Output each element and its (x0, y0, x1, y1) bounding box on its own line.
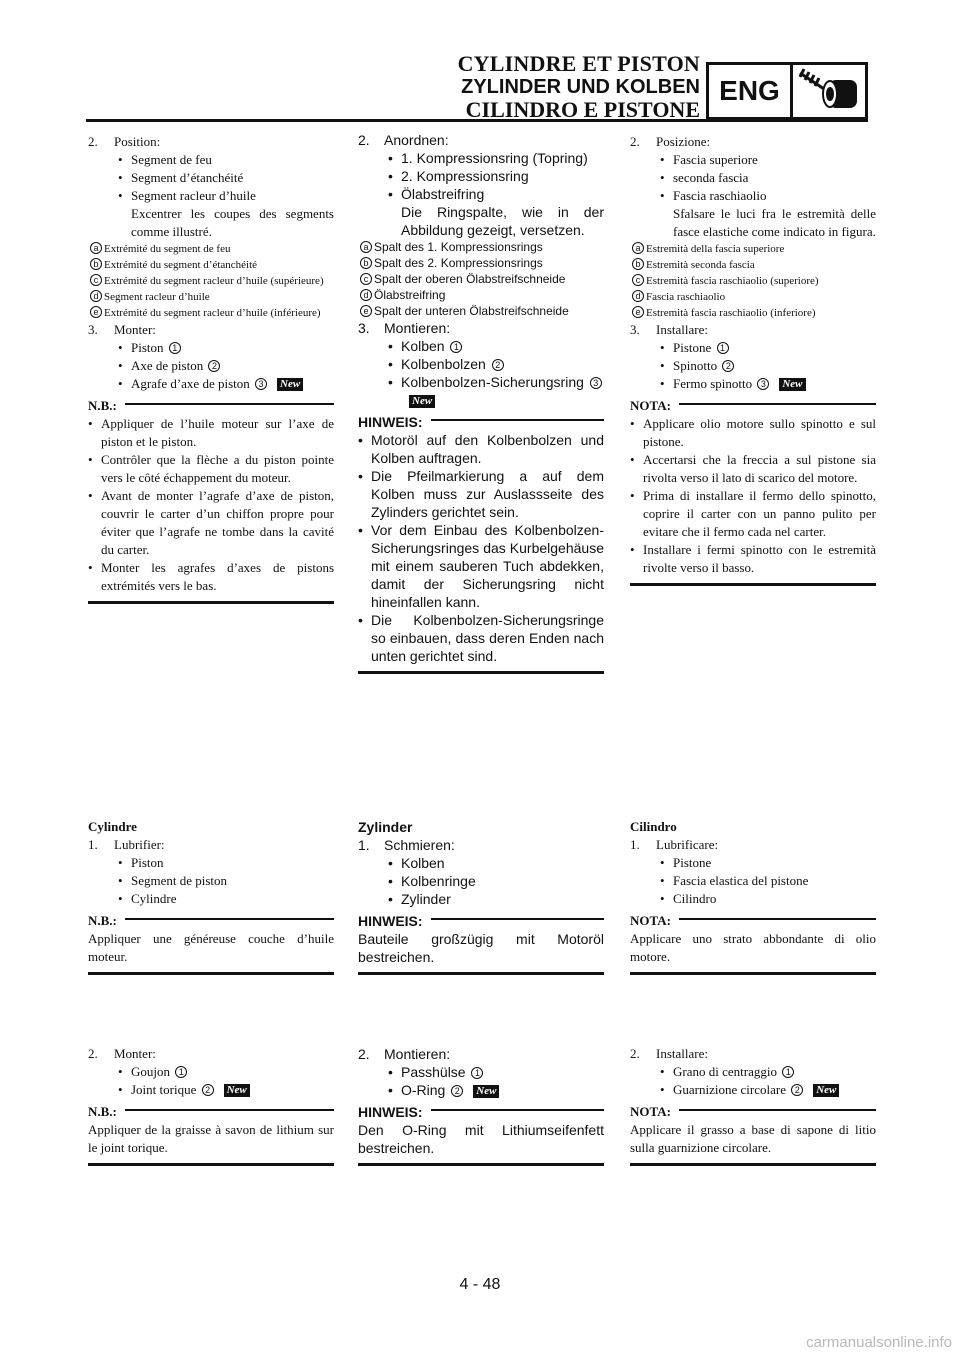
header-rule (86, 119, 868, 122)
list-item: • Kolben (358, 854, 604, 872)
note-item: • Die Pfeilmarkierung a auf dem Kolben muss zur Auslassseite des Zylinders gerichtet sein. (358, 467, 604, 521)
note-text: Bauteile großzügig mit Motoröl bestreichen. (358, 931, 604, 965)
note-item: • Vor dem Einbau des Kolbenbolzen-Sicherungsringes das Kurbelgehäuse mit einem sauberen Tuch abdekken, damit der Sicherungsring nicht hineinfallen kann. (358, 521, 604, 611)
list-item: • Segment racleur d’huile (88, 187, 334, 205)
list-item: • Kolben 1 (358, 337, 604, 355)
note-heading: NOTA: (630, 397, 876, 415)
caption: c Estremità fascia raschiaolio (superiore) (630, 273, 876, 289)
note-heading: HINWEIS: (358, 413, 604, 431)
caption: c Extrémité du segment racleur d’huile (supérieure) (88, 273, 334, 289)
note-heading: NOTA: (630, 1103, 876, 1121)
list-item: • Passhülse 1 (358, 1063, 604, 1081)
caption: b Extrémité du segment d’étanchéité (88, 257, 334, 273)
section-de-montieren: 2. Montieren: • Passhülse 1 • O-Ring 2 New HINWEIS: Den O-Ring mit Lithiumseifenfett bestreichen. (358, 1045, 604, 1166)
engine-wrench-icon (793, 65, 865, 117)
list-item: • Zylinder (358, 890, 604, 908)
list-item: • Goujon 1 (88, 1063, 334, 1081)
step-title: Montieren: (384, 320, 451, 336)
new-part-badge: New (277, 378, 303, 391)
note-item: • Applicare olio motore sullo spinotto e sul pistone. (630, 415, 876, 451)
note-heading: N.B.: (88, 1103, 334, 1121)
note-end-rule (88, 1163, 334, 1166)
title-fr: CYLINDRE ET PISTON (457, 51, 700, 76)
caption: b Estremità seconda fascia (630, 257, 876, 273)
caption: e Extrémité du segment racleur d’huile (inférieure) (88, 305, 334, 321)
caption: a Estremità della fascia superiore (630, 241, 876, 257)
step-text: Die Ringspalte, wie in der Abbildung gezeigt, versetzen. (401, 204, 604, 238)
section-badge (706, 62, 868, 120)
step-text: Sfalsare le luci fra le estremità delle fasce elastiche come indicato in figura. (673, 206, 876, 239)
section-it-installare: 2. Installare: • Grano di centraggio 1 • Guarnizione circolare 2 New NOTA: Applicare il grasso a base di sapone di litio sulla guarnizione circolare. (630, 1045, 876, 1166)
page-number: 4 - 48 (459, 1276, 501, 1293)
section-fr-cylindre: Cylindre 1. Lubrifier: • Piston • Segment de piston • Cylindre N.B.: Appliquer une généreuse couche d’huile moteur. (88, 818, 334, 975)
list-item: • Piston 1 (88, 339, 334, 357)
section-heading: Cilindro (630, 819, 677, 834)
section-fr-position: 2. Position: • Segment de feu • Segment d’étanchéité • Segment racleur d’huile Excentrer les coupes des segments comme illustré. a Extrémité du segment de feu b Extrémité du segment d’étanchéité c Extrémité du segment racleur d’huile (supérieure) d Segment racleur d’huile e Extrémité du segment racleur d’huile (inférieure) 3. Monter: • Piston 1 • Axe de piston 2 • Agrafe d’axe de piston 3 New N.B.: • Appliquer de l’huile moteur sur l’axe de piston et le piston. • Contrôler que la flèche a du piston pointe vers le côté échappement du moteur. • Avant de monter l’agrafe d’axe de piston, couvrir le carter d’un chiffon propre pour éviter que l’agrafe ne tombe dans la cavité du carter. • Monter les agrafes d’axes de pistons extrémités vers le bas. (88, 133, 334, 604)
step-title: Installare: (656, 322, 708, 337)
note-end-rule (358, 1163, 604, 1166)
section-heading: Cylindre (88, 819, 137, 834)
note-text: Applicare uno strato abbondante di olio motore. (630, 931, 876, 964)
note-heading: N.B.: (88, 397, 334, 415)
list-item: • Fermo spinotto 3 New (630, 375, 876, 393)
step-title: Monter: (114, 322, 156, 337)
title-it: CILINDRO E PISTONE (465, 97, 700, 122)
step-title: Posizione: (656, 134, 711, 149)
note-end-rule (630, 972, 876, 975)
note-end-rule (88, 601, 334, 604)
note-end-rule (630, 583, 876, 586)
list-item: • Segment d’étanchéité (88, 169, 334, 187)
caption: b Spalt des 2. Kompressionsrings (358, 255, 604, 271)
section-badge-label: ENG (709, 65, 793, 117)
note-heading: HINWEIS: (358, 912, 604, 930)
list-item: • Fascia superiore (630, 151, 876, 169)
note-text: Appliquer de la graisse à savon de lithium sur le joint torique. (88, 1122, 334, 1155)
note-item: • Monter les agrafes d’axes de pistons extrémités vers le bas. (88, 559, 334, 595)
section-de-zylinder: Zylinder 1. Schmieren: • Kolben • Kolbenringe • Zylinder HINWEIS: Bauteile großzügig mit Motoröl bestreichen. (358, 818, 604, 975)
list-item: • seconda fascia (630, 169, 876, 187)
step-title: Position: (114, 134, 161, 149)
list-item: • Spinotto 2 (630, 357, 876, 375)
page-header (440, 52, 700, 122)
note-item: • Die Kolbenbolzen-Sicherungsringe so einbauen, dass deren Enden nach unten gerichtet sind. (358, 611, 604, 665)
note-item: • Prima di installare il fermo dello spinotto, coprire il carter con un panno pulito per evitare che il fermo cada nel carter. (630, 487, 876, 541)
note-item: • Avant de monter l’agrafe d’axe de piston, couvrir le carter d’un chiffon propre pour éviter que l’agrafe ne tombe dans la cavité du carter. (88, 487, 334, 559)
step-title: Anordnen: (384, 132, 449, 148)
watermark: carmanualsonline.info (806, 1334, 952, 1351)
list-item: • Segment de feu (88, 151, 334, 169)
new-part-badge: New (813, 1084, 839, 1097)
note-heading: NOTA: (630, 912, 876, 930)
list-item: • Agrafe d’axe de piston 3 New (88, 375, 334, 393)
title-de: ZYLINDER UND KOLBEN (461, 76, 700, 98)
list-item: • Fascia raschiaolio (630, 187, 876, 205)
new-part-badge: New (779, 378, 805, 391)
caption: d Ölabstreifring (358, 287, 604, 303)
new-part-badge: New (409, 395, 435, 408)
section-de-anordnen: 2. Anordnen: • 1. Kompressionsring (Topring) • 2. Kompressionsring • Ölabstreifring Die Ringspalte, wie in der Abbildung gezeigt, versetzen. a Spalt des 1. Kompressionsrings b Spalt des 2. Kompressionsrings c Spalt der oberen Ölabstreifschneide d Ölabstreifring e Spalt der unteren Ölabstreifschneide 3. Montieren: • Kolben 1 • Kolbenbolzen 2 • Kolbenbolzen-Sicherungsring 3New HINWEIS: • Motoröl auf den Kolbenbolzen und Kolben auftragen. • Die Pfeilmarkierung a auf dem Kolben muss zur Auslassseite des Zylinders gerichtet sein. • Vor dem Einbau des Kolbenbolzen-Sicherungsringes das Kurbelgehäuse mit einem sauberen Tuch abdekken, damit der Sicherungsring nicht hineinfallen kann. • Die Kolbenbolzen-Sicherungsringe so einbauen, dass deren Enden nach unten gerichtet sind. (358, 131, 604, 674)
list-item: • Joint torique 2 New (88, 1081, 334, 1099)
list-item: • Fascia elastica del pistone (630, 872, 876, 890)
note-item: • Appliquer de l’huile moteur sur l’axe de piston et le piston. (88, 415, 334, 451)
list-item: • Pistone 1 (630, 339, 876, 357)
list-item: • Grano di centraggio 1 (630, 1063, 876, 1081)
note-item: • Contrôler que la flèche a du piston pointe vers le côté échappement du moteur. (88, 451, 334, 487)
note-end-rule (630, 1163, 876, 1166)
note-text: Appliquer une généreuse couche d’huile moteur. (88, 931, 334, 964)
caption: c Spalt der oberen Ölabstreifschneide (358, 271, 604, 287)
list-item: • Cilindro (630, 890, 876, 908)
list-item: • Guarnizione circolare 2 New (630, 1081, 876, 1099)
note-item: • Installare i fermi spinotto con le estremità rivolte verso il basso. (630, 541, 876, 577)
list-item: • Pistone (630, 854, 876, 872)
note-item: • Accertarsi che la freccia a sul pistone sia rivolta verso il lato di scarico del motore. (630, 451, 876, 487)
section-heading: Zylinder (358, 819, 413, 835)
note-end-rule (88, 972, 334, 975)
caption: a Extrémité du segment de feu (88, 241, 334, 257)
note-heading: N.B.: (88, 912, 334, 930)
caption: d Fascia raschiaolio (630, 289, 876, 305)
note-heading: HINWEIS: (358, 1103, 604, 1121)
list-item: • Piston (88, 854, 334, 872)
list-item: • 2. Kompressionsring (358, 167, 604, 185)
section-fr-monter: 2. Monter: • Goujon 1 • Joint torique 2 New N.B.: Appliquer de la graisse à savon de lithium sur le joint torique. (88, 1045, 334, 1166)
caption: e Estremità fascia raschiaolio (inferiore) (630, 305, 876, 321)
note-text: Applicare il grasso a base di sapone di litio sulla guarnizione circolare. (630, 1122, 876, 1155)
list-item: • 1. Kompressionsring (Topring) (358, 149, 604, 167)
note-item: • Motoröl auf den Kolbenbolzen und Kolben auftragen. (358, 431, 604, 467)
section-it-posizione: 2. Posizione: • Fascia superiore • seconda fascia • Fascia raschiaolio Sfalsare le luci fra le estremità delle fasce elastiche come indicato in figura. a Estremità della fascia superiore b Estremità seconda fascia c Estremità fascia raschiaolio (superiore) d Fascia raschiaolio e Estremità fascia raschiaolio (inferiore) 3. Installare: • Pistone 1 • Spinotto 2 • Fermo spinotto 3 New NOTA: • Applicare olio motore sullo spinotto e sul pistone. • Accertarsi che la freccia a sul pistone sia rivolta verso il lato di scarico del motore. • Prima di installare il fermo dello spinotto, coprire il carter con un panno pulito per evitare che il fermo cada nel carter. • Installare i fermi spinotto con le estremità rivolte verso il basso. (630, 133, 876, 586)
caption: a Spalt des 1. Kompressionsrings (358, 239, 604, 255)
section-it-cilindro: Cilindro 1. Lubrificare: • Pistone • Fascia elastica del pistone • Cilindro NOTA: Applicare uno strato abbondante di olio motore. (630, 818, 876, 975)
list-item: • O-Ring 2 New (358, 1081, 604, 1099)
new-part-badge: New (224, 1084, 250, 1097)
list-item: • Segment de piston (88, 872, 334, 890)
step-text: Excentrer les coupes des segments comme illustré. (131, 206, 334, 239)
caption: d Segment racleur d’huile (88, 289, 334, 305)
list-item: • Kolbenringe (358, 872, 604, 890)
list-item: • Axe de piston 2 (88, 357, 334, 375)
note-text: Den O-Ring mit Lithiumseifenfett bestreichen. (358, 1122, 604, 1156)
note-end-rule (358, 972, 604, 975)
note-end-rule (358, 671, 604, 674)
list-item: • Kolbenbolzen 2 (358, 355, 604, 373)
list-item: • Cylindre (88, 890, 334, 908)
new-part-badge: New (473, 1085, 499, 1098)
list-item: • Ölabstreifring (358, 185, 604, 203)
caption: e Spalt der unteren Ölabstreifschneide (358, 303, 604, 319)
list-item: • Kolbenbolzen-Sicherungsring 3New (358, 373, 604, 409)
